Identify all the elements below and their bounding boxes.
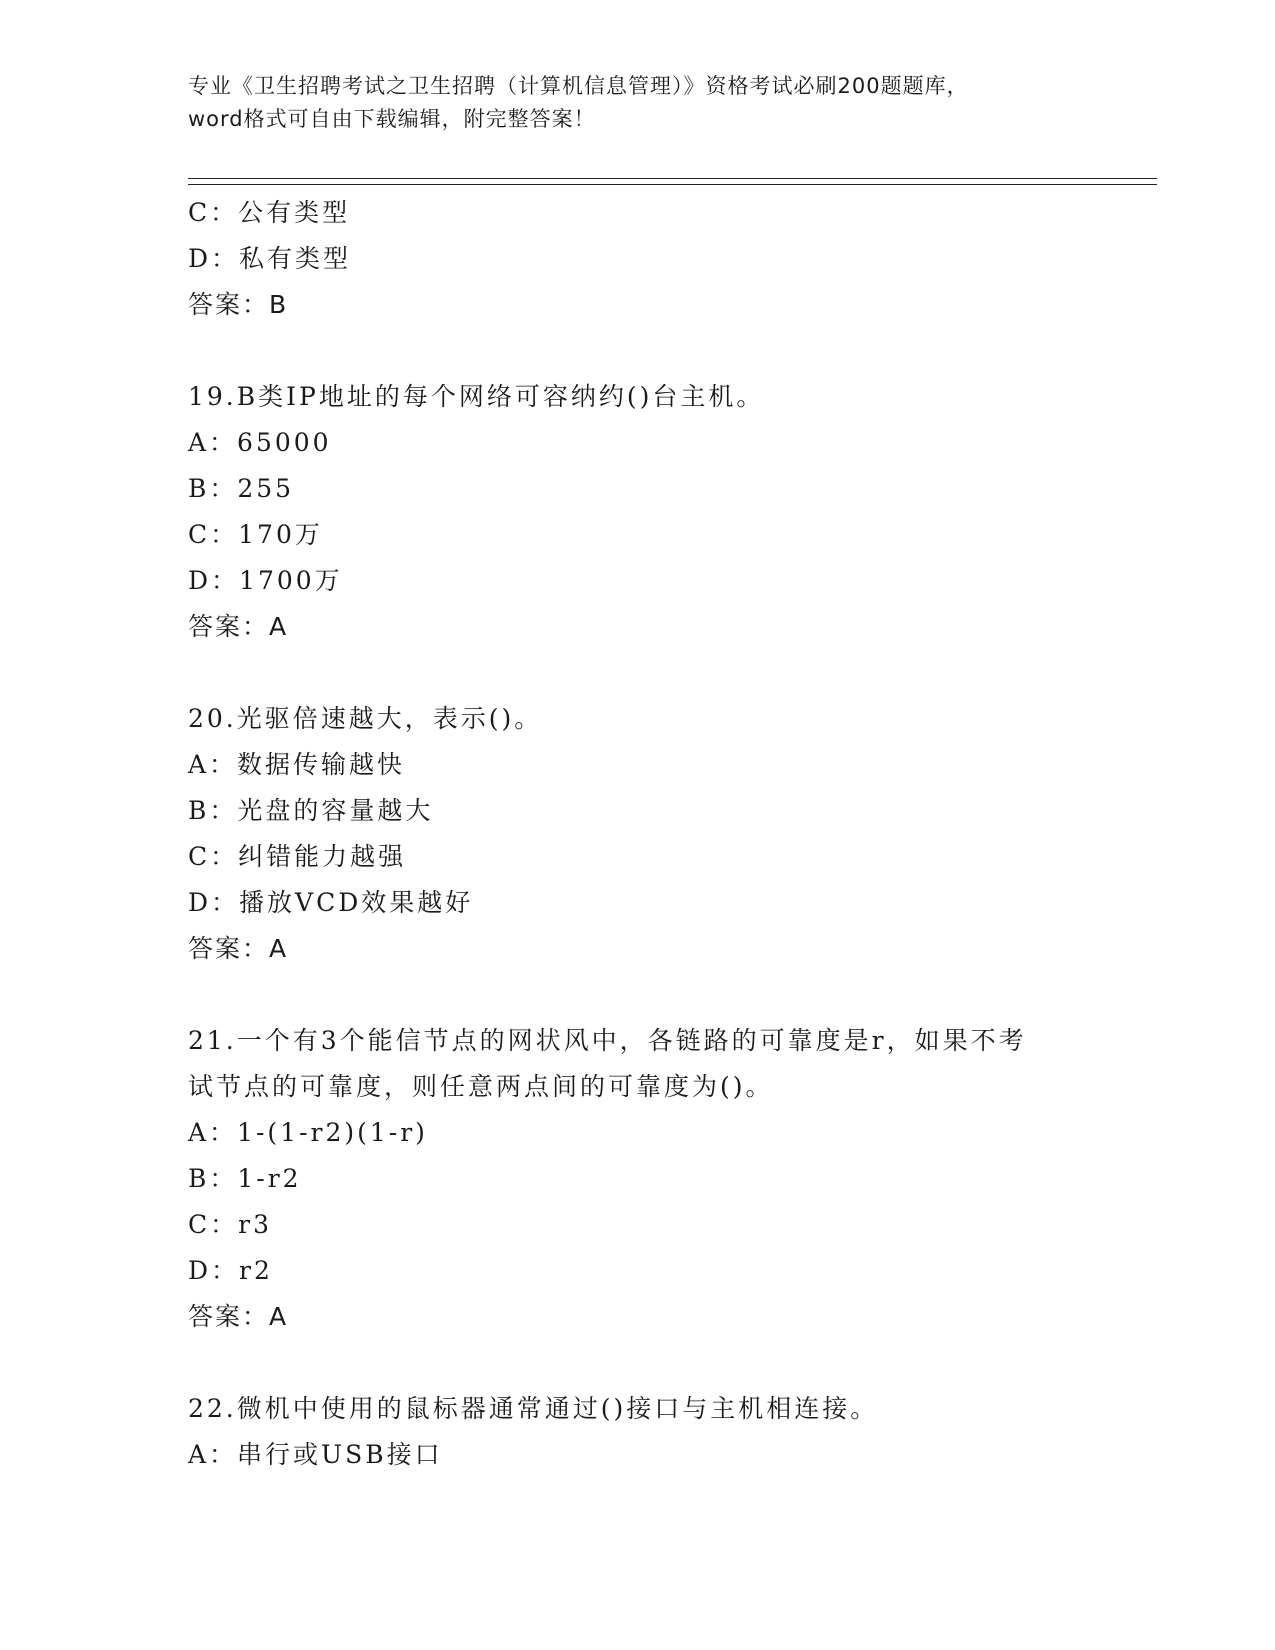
question-22 — [188, 1386, 1088, 1478]
question-text-line-1: 21.一个有3个能信节点的网状风中，各链路的可靠度是r，如果不考 — [188, 1026, 1027, 1055]
answer-line: 答案：B — [188, 290, 289, 319]
header-divider-bottom — [188, 184, 1157, 185]
option-d: D：私有类型 — [188, 244, 352, 273]
question-text: 20.光驱倍速越大，表示()。 — [188, 704, 543, 733]
answer-line: 答案：A — [188, 612, 289, 641]
option-c: C：170万 — [188, 520, 323, 549]
option-a: A：数据传输越快 — [188, 750, 406, 779]
question-list — [188, 190, 1088, 1478]
spacer — [188, 972, 1088, 1018]
option-c: C：r3 — [188, 1210, 272, 1239]
answer-line: 答案：A — [188, 1302, 289, 1331]
question-20 — [188, 696, 1088, 972]
question-19 — [188, 374, 1088, 650]
option-a: A：串行或USB接口 — [188, 1440, 443, 1469]
document-header — [188, 70, 1088, 136]
question-21 — [188, 1018, 1088, 1340]
option-c: C：纠错能力越强 — [188, 842, 407, 871]
option-b: B：255 — [188, 474, 295, 503]
question-text: 22.微机中使用的鼠标器通常通过()接口与主机相连接。 — [188, 1394, 879, 1423]
option-d: D：播放VCD效果越好 — [188, 888, 474, 917]
spacer — [188, 650, 1088, 696]
question-text-line-2: 试节点的可靠度，则任意两点间的可靠度为()。 — [188, 1072, 774, 1101]
header-divider-top — [188, 178, 1157, 179]
spacer — [188, 1340, 1088, 1386]
option-c: C：公有类型 — [188, 198, 351, 227]
question-text: 19.B类IP地址的每个网络可容纳约()台主机。 — [188, 382, 765, 411]
option-a: A：65000 — [188, 428, 332, 457]
question-18-continued — [188, 190, 1088, 328]
option-d: D：1700万 — [188, 566, 343, 595]
option-a: A：1-(1-r2)(1-r) — [188, 1118, 428, 1147]
spacer — [188, 328, 1088, 374]
option-b: B：1-r2 — [188, 1164, 302, 1193]
header-title-line-1: 专业《卫生招聘考试之卫生招聘（计算机信息管理）》资格考试必刷200题题库， — [188, 74, 969, 98]
answer-line: 答案：A — [188, 934, 289, 963]
option-b: B：光盘的容量越大 — [188, 796, 434, 825]
option-d: D：r2 — [188, 1256, 273, 1285]
header-title-line-2: word格式可自由下载编辑，附完整答案！ — [188, 107, 596, 131]
